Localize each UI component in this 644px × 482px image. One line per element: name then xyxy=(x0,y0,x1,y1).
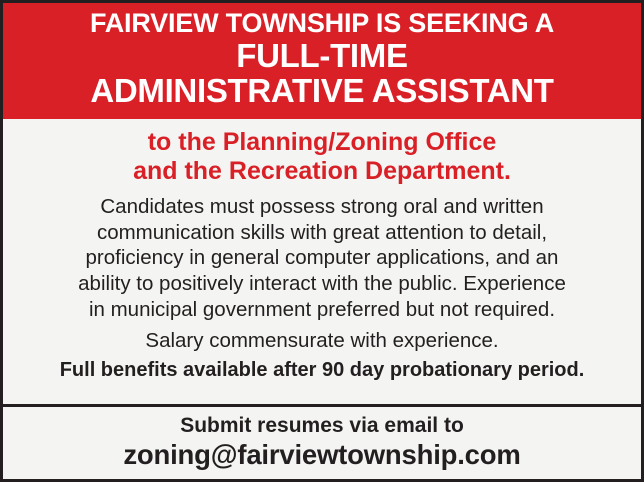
paragraph-line-3: proficiency in general computer applications, and an xyxy=(85,246,559,270)
paragraph-line-2: communication skills with great attention to detail, xyxy=(96,220,548,244)
paragraph-line-5: in municipal government preferred but not required. xyxy=(88,298,556,322)
benefits-note: Full benefits available after 90 day probationary period. xyxy=(59,358,585,381)
header-line-3: ADMINISTRATIVE ASSISTANT xyxy=(90,72,554,110)
contact-email[interactable]: zoning@fairviewtownship.com xyxy=(123,439,521,471)
subheading-line-2: and the Recreation Department. xyxy=(133,157,511,186)
header-line-2: FULL-TIME xyxy=(236,36,408,74)
paragraph-line-1: Candidates must possess strong oral and written xyxy=(100,194,544,218)
ad-body xyxy=(3,119,641,404)
header-line-1: FAIRVIEW TOWNSHIP IS SEEKING A xyxy=(89,8,555,38)
salary-note: Salary commensurate with experience. xyxy=(145,328,499,352)
ad-footer xyxy=(3,404,641,479)
qualifications-paragraph xyxy=(17,194,627,323)
subheading xyxy=(17,128,627,187)
ad-header-banner xyxy=(3,3,641,119)
subheading-line-1: to the Planning/Zoning Office xyxy=(147,127,497,156)
submit-instruction: Submit resumes via email to xyxy=(180,414,464,438)
paragraph-line-4: ability to positively interact with the public. Experience xyxy=(78,272,566,296)
